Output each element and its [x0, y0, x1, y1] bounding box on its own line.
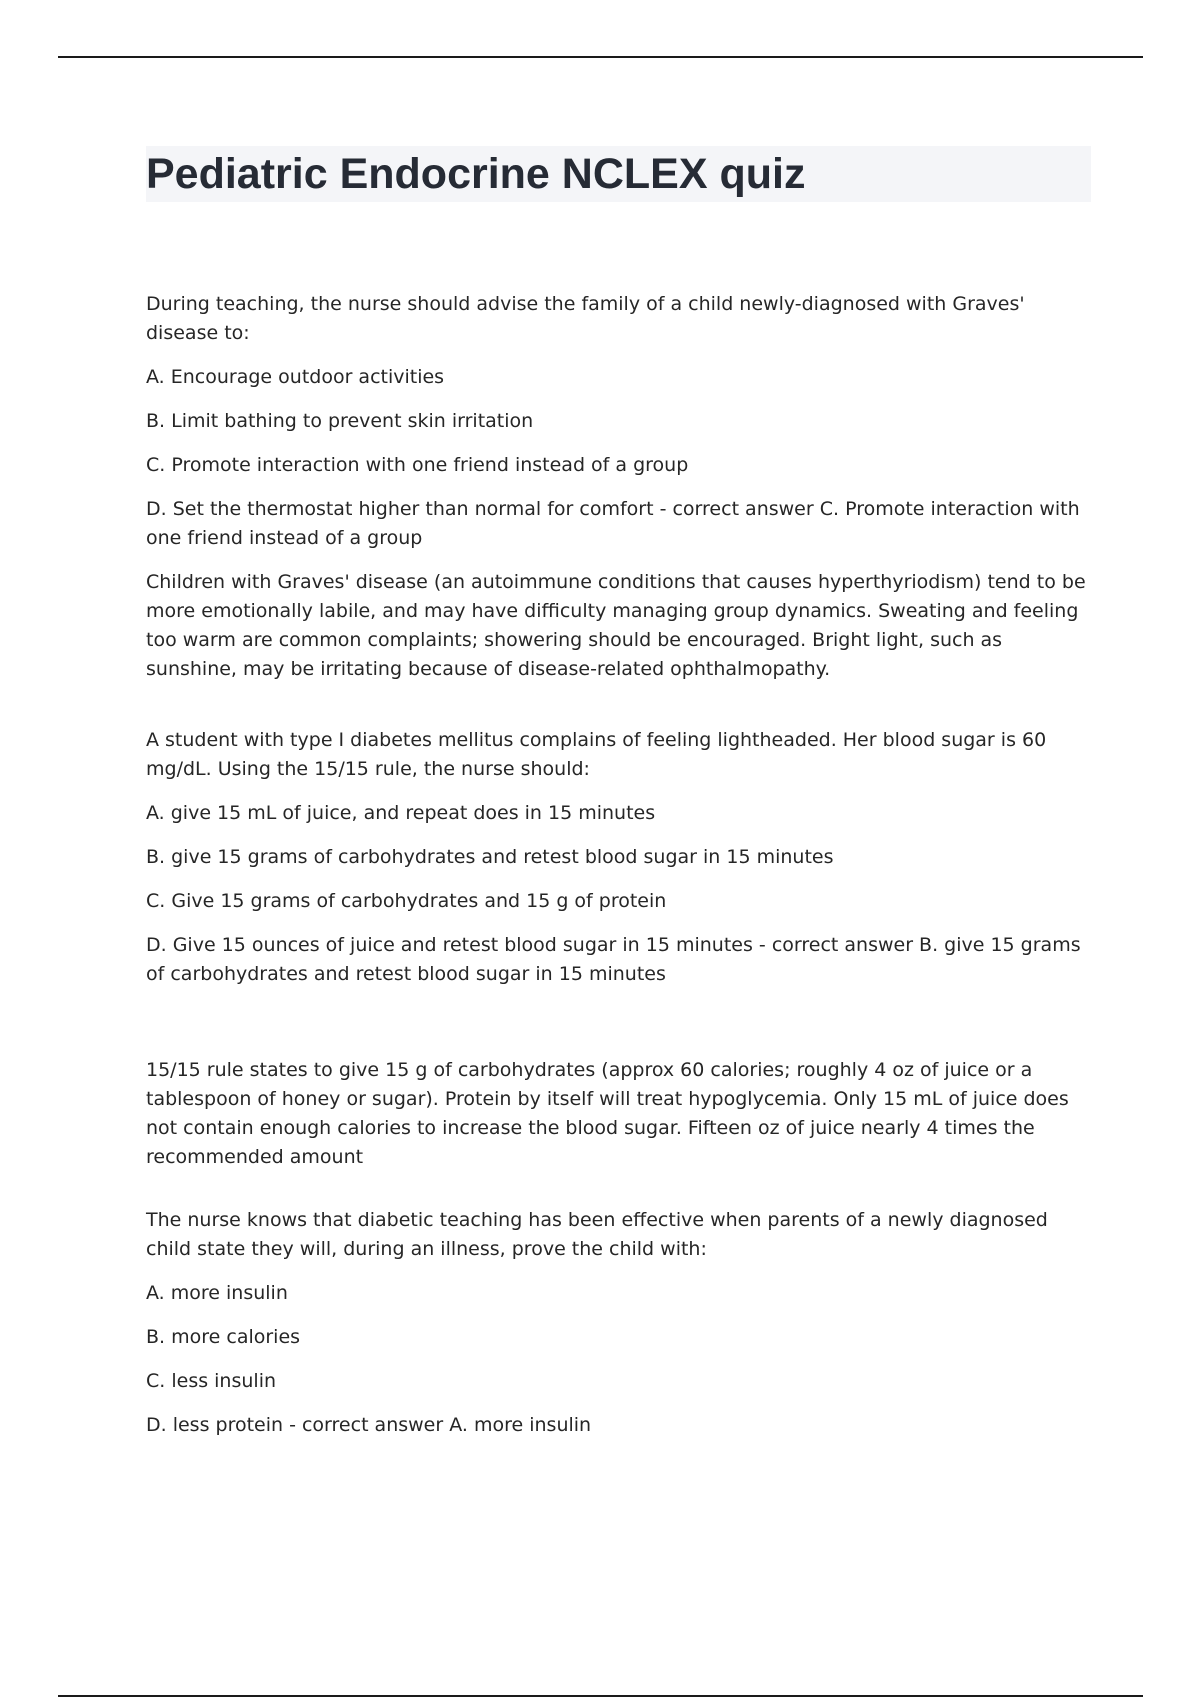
question-1-rationale: Children with Graves' disease (an autoimmune conditions that causes hyperthyriodism) tend to be more emotionally labile, and may have difficulty managing group dynamics. Sweating and feeling too warm are common complaints; showering should be encouraged. Bright light, such as sunshine, may be irritating because of disease-related ophthalmopathy.: [146, 571, 1086, 680]
bottom-rule: [58, 1695, 1143, 1697]
question-2-option-c: C. Give 15 grams of carbohydrates and 15 g of protein: [146, 890, 667, 912]
question-3-option-a: A. more insulin: [146, 1282, 288, 1304]
question-1-option-c: C. Promote interaction with one friend instead of a group: [146, 454, 689, 476]
question-2-option-b: B. give 15 grams of carbohydrates and retest blood sugar in 15 minutes: [146, 846, 834, 868]
question-1-text: During teaching, the nurse should advise the family of a child newly-diagnosed with Graves' disease to:: [146, 293, 1025, 344]
question-2-rationale-block: [146, 1056, 1091, 1172]
question-3-option-d: D. less protein - correct answer A. more insulin: [146, 1414, 592, 1436]
question-2: [146, 726, 1091, 989]
document-title: Pediatric Endocrine NCLEX quiz: [146, 150, 806, 198]
title-banner: [146, 146, 1091, 202]
question-3: [146, 1206, 1091, 1440]
question-2-option-d: D. Give 15 ounces of juice and retest blood sugar in 15 minutes - correct answer B. give 15 grams of carbohydrates and retest blood sugar in 15 minutes: [146, 934, 1081, 985]
question-1-option-b: B. Limit bathing to prevent skin irritation: [146, 410, 534, 432]
question-1-option-d: D. Set the thermostat higher than normal for comfort - correct answer C. Promote interaction with one friend instead of a group: [146, 498, 1080, 549]
question-3-option-c: C. less insulin: [146, 1370, 277, 1392]
question-1-option-a: A. Encourage outdoor activities: [146, 366, 445, 388]
question-1: [146, 290, 1091, 684]
top-rule: [58, 56, 1143, 58]
question-3-option-b: B. more calories: [146, 1326, 301, 1348]
document-body: [146, 146, 1091, 1436]
question-2-option-a: A. give 15 mL of juice, and repeat does in 15 minutes: [146, 802, 656, 824]
question-2-text: A student with type I diabetes mellitus complains of feeling lightheaded. Her blood sugar is 60 mg/dL. Using the 15/15 rule, the nurse should:: [146, 729, 1047, 780]
question-3-text: The nurse knows that diabetic teaching has been effective when parents of a newly diagnosed child state they will, during an illness, prove the child with:: [146, 1209, 1048, 1260]
question-2-rationale: 15/15 rule states to give 15 g of carbohydrates (approx 60 calories; roughly 4 oz of juice or a tablespoon of honey or sugar). Protein by itself will treat hypoglycemia. Only 15 mL of juice does not contain enough calories to increase the blood sugar. Fifteen oz of juice nearly 4 times the recommended amount: [146, 1059, 1069, 1168]
